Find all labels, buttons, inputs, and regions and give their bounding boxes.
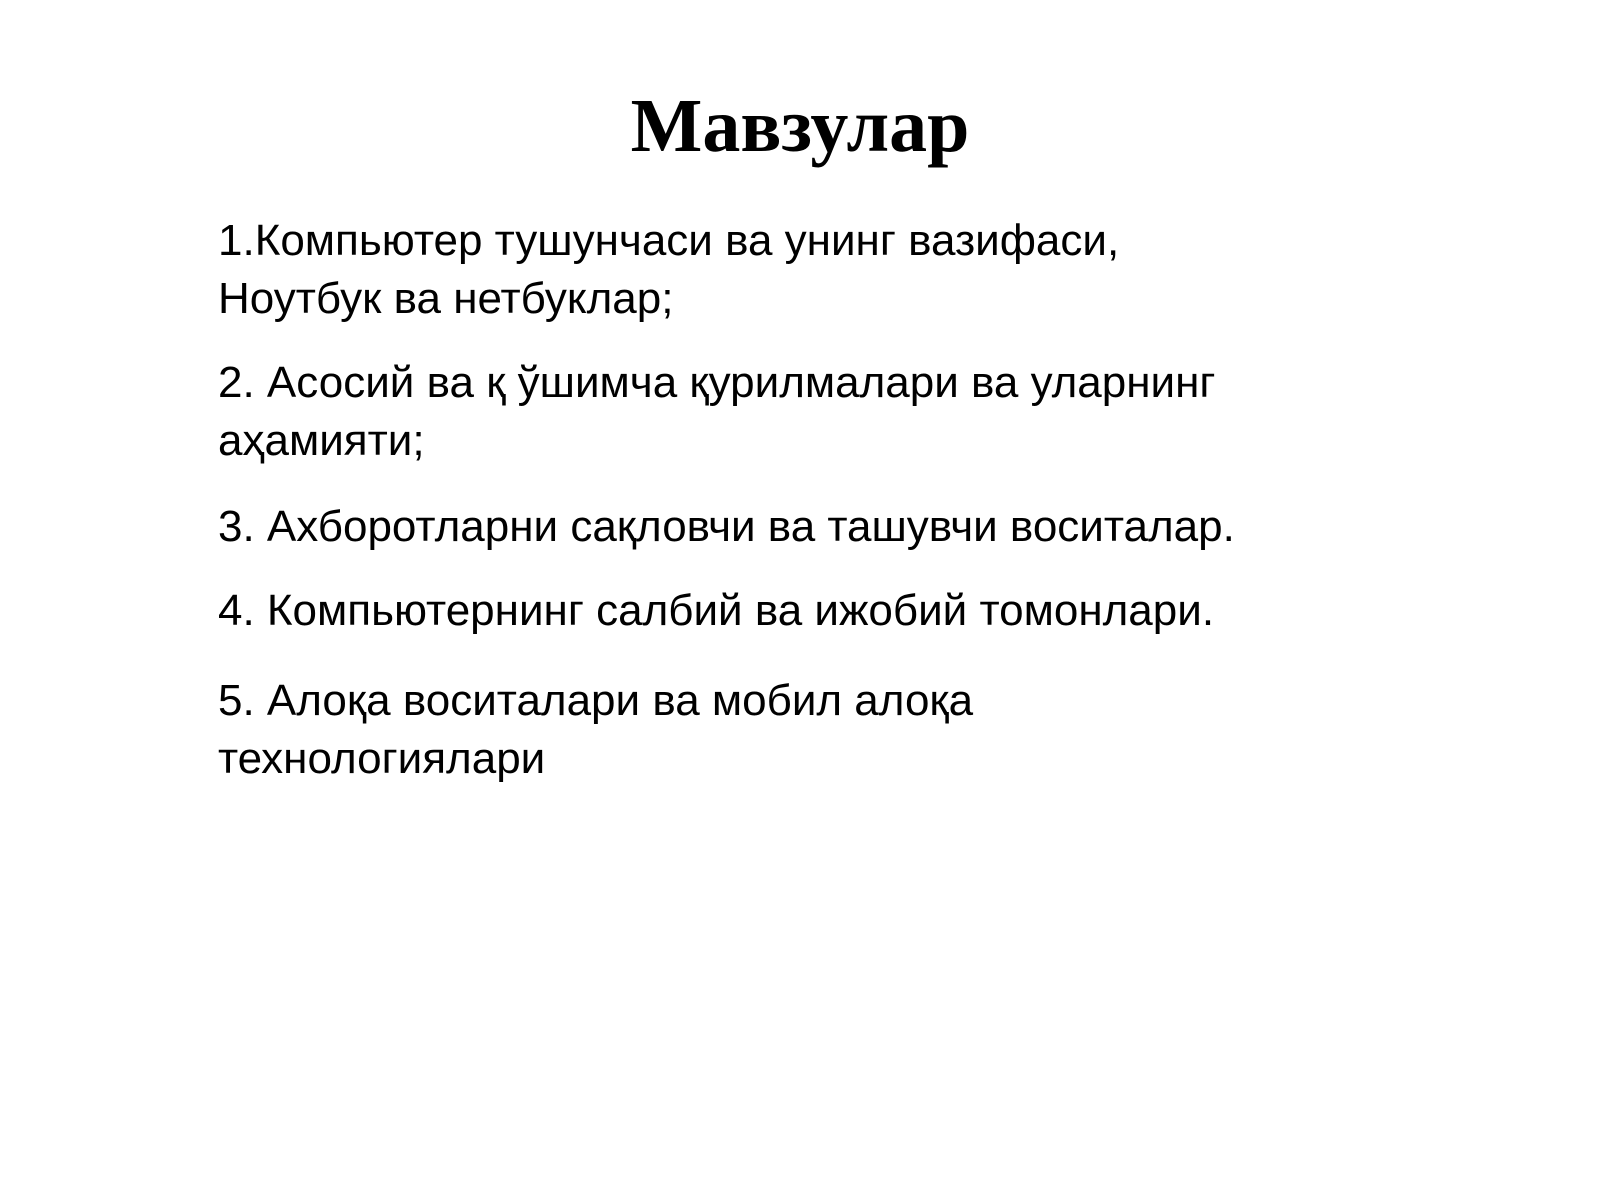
- slide-title: Мавзулар: [630, 84, 970, 168]
- topic-1-line-1: 1.Компьютер тушунчаси ва унинг вазифаси,: [218, 216, 1120, 265]
- topic-2-line-2: аҳамияти;: [218, 416, 425, 465]
- topic-item-2: [218, 354, 1418, 470]
- topic-4-line-1: 4. Компьютернинг салбий ва ижобий томонлари.: [218, 586, 1215, 635]
- topic-item-4: [218, 582, 1418, 640]
- topic-3-line-1: 3. Ахборотларни сақловчи ва ташувчи воситалар.: [218, 502, 1235, 551]
- topic-item-5: [218, 672, 1418, 788]
- topic-item-1: [218, 212, 1418, 328]
- topic-1-line-2: Ноутбук ва нетбуклар;: [218, 274, 674, 323]
- topic-5-line-2: технологиялари: [218, 734, 546, 783]
- topic-list: [218, 212, 1418, 814]
- topic-5-line-1: 5. Алоқа воситалари ва мобил алоқа: [218, 676, 974, 725]
- topic-item-3: [218, 498, 1418, 556]
- topic-2-line-1: 2. Асосий ва қ ўшимча қурилмалари ва уларнинг: [218, 358, 1216, 407]
